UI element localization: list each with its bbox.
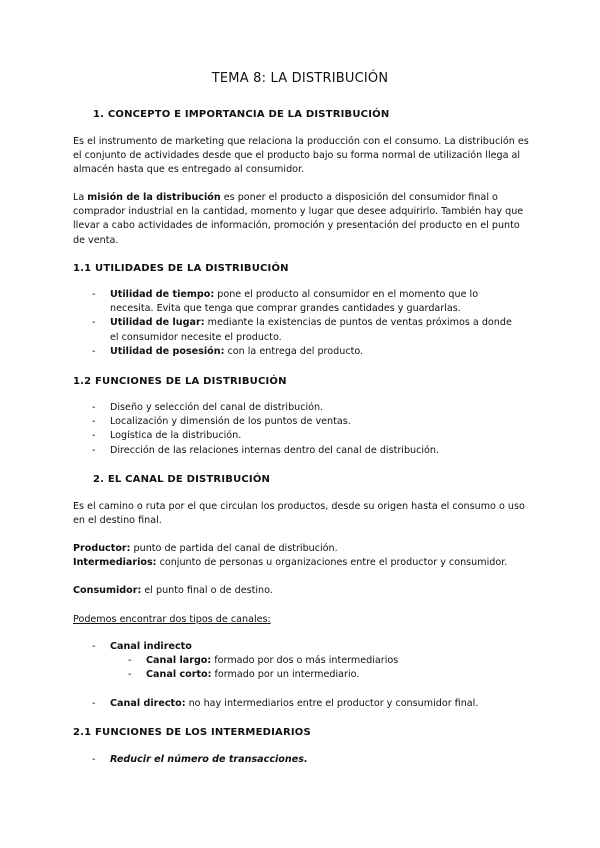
section-1-paragraph-2: [73, 191, 533, 248]
dash-bullet: -: [92, 430, 96, 442]
funciones-list: [92, 401, 532, 458]
definition-text: el punto final o de destino.: [141, 585, 273, 596]
section-1-2-heading: 1.2 FUNCIONES DE LA DISTRIBUCIÓN: [73, 376, 287, 387]
list-item-text: formado por dos o más intermediarios: [211, 655, 399, 666]
list-item-text: Dirección de las relaciones internas dentro del canal de distribución.: [110, 444, 440, 456]
dash-bullet: -: [92, 641, 96, 652]
definition-term: Intermediarios:: [73, 557, 157, 568]
dash-bullet: -: [92, 402, 96, 413]
list-item-text: pone el producto al consumidor en el momento que lo necesita. Evita que tenga que comprar grandes cantidades y guardarlas.: [110, 289, 479, 315]
list-item-text: Diseño y selección del canal de distribución.: [110, 402, 324, 413]
dash-bullet: -: [92, 444, 96, 456]
list-item: [92, 415, 532, 429]
dash-bullet: -: [92, 317, 96, 329]
canal-indirecto-list: [92, 640, 512, 654]
mision-prefix: La: [73, 192, 88, 203]
list-item: [92, 345, 512, 359]
dash-bullet: -: [92, 345, 96, 357]
list-item-text: Localización y dimensión de los puntos de ventas.: [110, 416, 351, 428]
list-item-term: Canal directo:: [110, 698, 186, 709]
list-item: [92, 753, 512, 767]
list-item-term: Canal corto:: [146, 669, 212, 681]
list-item: [92, 640, 512, 654]
list-item: [92, 697, 532, 711]
definition-productor: [73, 542, 533, 556]
list-item: [92, 444, 532, 458]
types-intro: Podemos encontrar dos tipos de canales:: [73, 614, 271, 625]
utilidades-list: [92, 288, 512, 359]
dash-bullet: -: [92, 754, 96, 765]
dash-bullet: -: [92, 416, 96, 428]
list-item: [128, 654, 528, 668]
list-item-text: formado por un intermediario.: [211, 669, 360, 681]
list-item: [92, 316, 512, 344]
dash-bullet: -: [128, 655, 132, 666]
list-item-text: con la entrega del producto.: [224, 345, 364, 357]
section-2-1-heading: 2.1 FUNCIONES DE LOS INTERMEDIARIOS: [73, 727, 311, 738]
list-item-term: Reducir el número de transacciones.: [110, 754, 308, 765]
section-1-1-heading: 1.1 UTILIDADES DE LA DISTRIBUCIÓN: [73, 263, 289, 274]
list-item: [92, 429, 532, 443]
definition-consumidor: [73, 584, 533, 598]
dash-bullet: -: [128, 669, 132, 681]
definition-term: Consumidor:: [73, 585, 142, 596]
list-item-text: mediante la existencias de puntos de ventas próximos a donde el consumidor necesite el producto.: [110, 317, 512, 343]
list-item: [92, 288, 512, 316]
section-2-paragraph: Es el camino o ruta por el que circulan los productos, desde su origen hasta el consumo o uso en el destino final.: [73, 501, 525, 527]
mision-text: es poner el producto a disposición del consumidor final o comprador industrial en la cantidad, momento y lugar que desee adquirirlo. También hay que llevar a cabo actividades de información, promoción y presentación del producto en el punto de venta.: [73, 192, 524, 246]
list-item-term: Canal indirecto: [110, 641, 192, 652]
mision-term: misión de la distribución: [87, 192, 221, 203]
list-item-term: Utilidad de tiempo:: [110, 289, 215, 300]
list-item-term: Utilidad de posesión:: [110, 345, 225, 357]
dash-bullet: -: [92, 289, 96, 300]
list-item-text: Logística de la distribución.: [110, 430, 242, 442]
section-1-heading: 1. CONCEPTO E IMPORTANCIA DE LA DISTRIBUCIÓN: [93, 109, 390, 120]
canal-directo-list: [92, 697, 532, 711]
section-1-paragraph-1: Es el instrumento de marketing que relaciona la producción con el consumo. La distribución es el conjunto de actividades desde que el producto bajo su forma normal de utilización llega al almacén hasta que es entregado al consumidor.: [73, 136, 529, 176]
definition-term: Productor:: [73, 543, 131, 554]
definition-intermediarios: [73, 556, 533, 570]
definition-text: punto de partida del canal de distribución.: [130, 543, 338, 554]
list-item-text: no hay intermediarios entre el productor y consumidor final.: [185, 698, 479, 709]
list-item-term: Utilidad de lugar:: [110, 317, 205, 329]
section-2-heading: 2. EL CANAL DE DISTRIBUCIÓN: [93, 474, 271, 485]
canal-sub-list: [128, 654, 528, 682]
definition-text: conjunto de personas u organizaciones entre el productor y consumidor.: [156, 557, 508, 568]
list-item: [128, 668, 528, 682]
dash-bullet: -: [92, 698, 96, 709]
page-title: TEMA 8: LA DISTRIBUCIÓN: [211, 71, 389, 86]
list-item-term: Canal largo:: [146, 655, 212, 666]
list-item: [92, 401, 532, 415]
intermediarios-list: [92, 753, 512, 767]
